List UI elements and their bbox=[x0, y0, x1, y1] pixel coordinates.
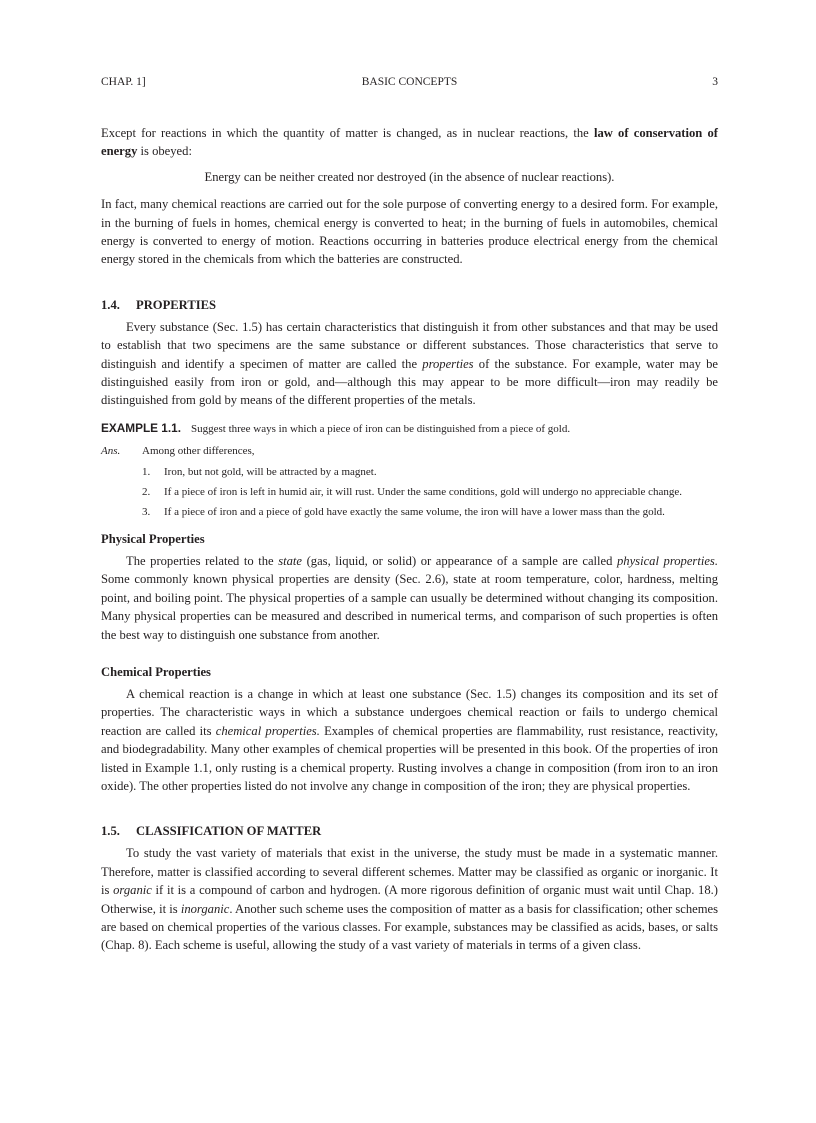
answer-label: Ans. bbox=[101, 444, 121, 457]
physical-properties-paragraph: The properties related to the state (gas, liquid, or solid) or appearance of a sample are called physical properties. Some commonly known physical properties are density (Sec. 2.6), state at room temperature, color, hardness, melting point, and boiling point. The physical properties of a sample can usually be determined without changing its composition. Many physical properties can be measured and described in numerical terms, and comparison of such properties is often the best way to distinguish one substance from another. bbox=[101, 553, 718, 642]
page-number: 3 bbox=[712, 76, 718, 88]
body-text bbox=[101, 124, 718, 955]
header-chapter: CHAP. 1] bbox=[101, 76, 146, 88]
section-title: CLASSIFICATION OF MATTER bbox=[136, 824, 322, 839]
list-item: 1. Iron, but not gold, will be attracted by a magnet. bbox=[142, 465, 377, 478]
section-number: 1.4. bbox=[101, 297, 120, 312]
example-box bbox=[101, 420, 718, 437]
subheading-physical-properties: Physical Properties bbox=[101, 531, 205, 546]
intro-paragraph: Except for reactions in which the quantity of matter is changed, as in nuclear reactions, the law of conservation of energy is obeyed: bbox=[101, 126, 718, 159]
section-heading-properties bbox=[101, 296, 718, 314]
list-item: 3. If a piece of iron and a piece of gold have exactly the same volume, the iron will have a lower mass than the gold. bbox=[142, 505, 665, 518]
subheading-chemical-properties: Chemical Properties bbox=[101, 664, 211, 679]
law-statement: Energy can be neither created nor destroyed (in the absence of nuclear reactions). bbox=[204, 169, 615, 184]
running-header bbox=[101, 76, 718, 92]
list-item: 2. If a piece of iron is left in humid air, it will rust. Under the same conditions, gold will undergo no appreciable change. bbox=[142, 485, 683, 498]
chemical-properties-paragraph: A chemical reaction is a change in which at least one substance (Sec. 1.5) changes its composition and its set of properties. The characteristic ways in which a substance undergoes chemical reaction or fails to undergo chemical reaction are called its chemical properties. Examples of chemical properties are flammability, rust resistance, reactivity, and biodegradability. Many other examples of chemical properties will be presented in this book. Of the properties of iron listed in Example 1.1, only rusting is a chemical property. Rusting involves a change in composition (from iron to an iron oxide). The other properties listed do not involve any change in composition of the iron; they are physical properties. bbox=[101, 686, 719, 793]
answer-intro: Ans. Among other differences, bbox=[101, 444, 255, 457]
answer-list bbox=[101, 464, 718, 520]
section-number: 1.5. bbox=[101, 824, 120, 839]
properties-paragraph: Every substance (Sec. 1.5) has certain characteristics that distinguish it from other substances and that may be used to establish that two specimens are the same substance or different substances. Those characteristics that serve to distinguish and identify a specimen of matter are called the properties of the substance. For example, water may be distinguished easily from iron or gold, and—although this may appear to be more difficult—iron may readily be distinguished from gold by means of the different properties of the metals. bbox=[101, 319, 718, 408]
energy-conversion-paragraph: In fact, many chemical reactions are carried out for the sole purpose of converting energy to a desired form. For example, in the burning of fuels in homes, chemical energy is converted to heat; in the burning of fuels in automobiles, chemical energy is converted to energy of motion. Reactions occurring in batteries produce electrical energy from the chemical energy stored in the chemicals from which the batteries are constructed. bbox=[101, 197, 718, 267]
classification-paragraph: To study the vast variety of materials that exist in the universe, the study must be made in a systematic manner. Therefore, matter is classified according to several different schemes. Matter may be classified as organic or inorganic. It is organic if it is a compound of carbon and hydrogen. (A more rigorous definition of organic must wait until Chap. 18.) Otherwise, it is inorganic. Another such scheme uses the composition of matter as a basis for classification; other schemes are based on chemical properties of the various classes. For example, substances may be classified as acids, bases, or salts (Chap. 8). Each scheme is useful, allowing the study of a vast variety of materials in terms of a given class. bbox=[101, 846, 718, 953]
example-label: EXAMPLE 1.1. bbox=[101, 420, 181, 435]
section-heading-classification bbox=[101, 822, 718, 840]
example-question: Suggest three ways in which a piece of iron can be distinguished from a piece of gold. bbox=[190, 422, 571, 435]
section-title: PROPERTIES bbox=[136, 297, 217, 312]
law-term: law of conservation of energy bbox=[101, 126, 718, 159]
header-title: BASIC CONCEPTS bbox=[361, 76, 458, 88]
